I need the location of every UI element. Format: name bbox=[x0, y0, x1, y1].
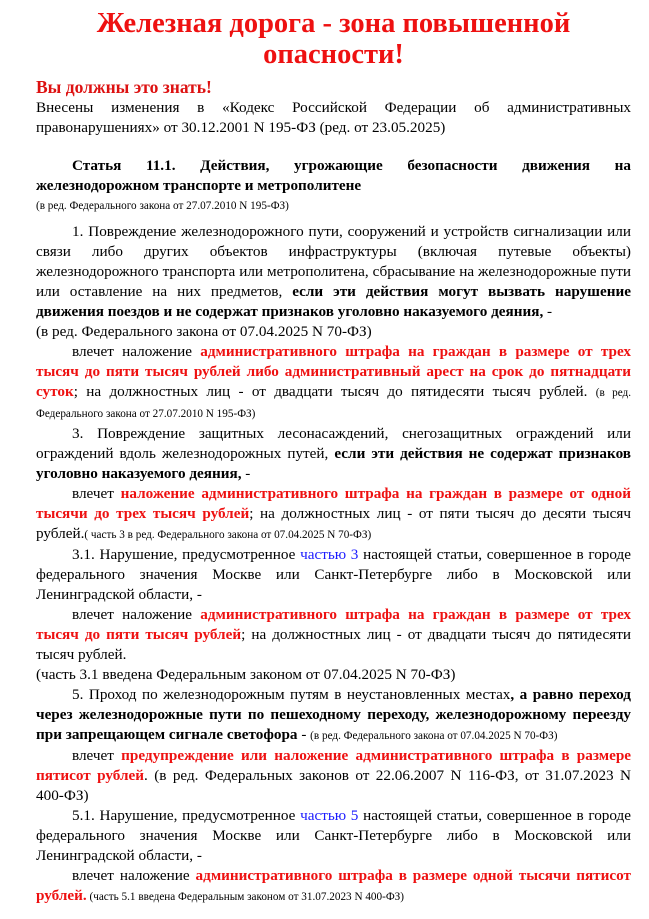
p1-penalty-note: (в ред. Федерального закона от 27.07.2010 N 195-ФЗ) bbox=[36, 387, 631, 420]
p1-penalty-red: административного штрафа на граждан в размере от трех тысяч до пяти тысяч рублей либо административный арест на срок до пятнадцати суток bbox=[36, 343, 631, 400]
title-line-2: опасности! bbox=[263, 39, 404, 70]
link-part-3[interactable]: частью 3 bbox=[300, 546, 359, 563]
p31-pre: 3.1. Нарушение, предусмотренное bbox=[72, 546, 301, 563]
title-line-1: Железная дорога - зона повышенной bbox=[96, 8, 571, 39]
p3-penalty-note: ( часть 3 в ред. Федерального закона от 07.04.2025 N 70-ФЗ) bbox=[84, 529, 372, 541]
p3-penalty-red: наложение административного штрафа на граждан в размере от одной тысячи до трех тысяч рублей bbox=[36, 485, 631, 522]
p31-penalty bbox=[36, 605, 631, 665]
document-title bbox=[36, 8, 631, 70]
paragraph-3 bbox=[36, 424, 631, 484]
p51-penalty-pre: влечет наложение bbox=[72, 867, 196, 884]
p51-post: настоящей статьи, совершенное в городе федерального значения Москве или Санкт-Петербурге либо в Московской или Ленинградской области, - bbox=[36, 807, 631, 864]
p51-penalty-note: (часть 5.1 введена Федеральным законом от 31.07.2023 N 400-ФЗ) bbox=[86, 891, 404, 903]
p1-bold: если эти действия могут вызвать нарушение движения поездов и не содержат признаков уголовно наказуемого деяния, bbox=[36, 283, 631, 320]
link-part-5[interactable]: частью 5 bbox=[300, 807, 359, 824]
p1-penalty-pre: влечет наложение bbox=[72, 343, 201, 360]
p3-penalty bbox=[36, 484, 631, 545]
paragraph-1 bbox=[36, 222, 631, 322]
p5-penalty-red: предупреждение или наложение административного штрафа в размере пятисот рублей bbox=[36, 747, 632, 784]
p51-pre: 5.1. Нарушение, предусмотренное bbox=[72, 807, 301, 824]
p3-penalty-pre: влечет bbox=[72, 485, 121, 502]
paragraph-5-1 bbox=[36, 806, 631, 866]
p5-note: (в ред. Федерального закона от 07.04.2025 N 70-ФЗ) bbox=[310, 730, 558, 742]
p51-penalty-red: административного штрафа в размере одной тысячи пятисот рублей. bbox=[36, 867, 631, 904]
p1-penalty-post: ; на должностных лиц - от двадцати тысяч до пятидесяти тысяч рублей. bbox=[73, 383, 596, 400]
p31-post: настоящей статьи, совершенное в городе федерального значения Москве или Санкт-Петербурге либо в Московской или Ленинградской области, - bbox=[36, 546, 631, 603]
p1-text: 1. Повреждение железнодорожного пути, сооружений и устройств сигнализации или связи либо других объектов инфраструктуры (включая путевые объекты) железнодорожного транспорта или метрополитена, сбрасывание на железнодорожные пути или оставление на них предметов, bbox=[36, 223, 631, 300]
p31-penalty-post: ; на должностных лиц - от двадцати тысяч до пятидесяти тысяч рублей. bbox=[36, 626, 631, 663]
p3-penalty-post: ; на должностных лиц - от пяти тысяч до десяти тысяч рублей. bbox=[36, 505, 631, 542]
paragraph-3-1 bbox=[36, 545, 631, 605]
p1-note: (в ред. Федерального закона от 07.04.2025 N 70-ФЗ) bbox=[36, 323, 372, 340]
article-note: (в ред. Федерального закона от 27.07.2010 N 195-ФЗ) bbox=[36, 200, 289, 212]
warning-heading: Вы должны это знать! bbox=[36, 77, 212, 97]
p3-bold: если эти действия не содержат признаков уголовно наказуемого деяния, bbox=[36, 445, 631, 482]
p31-note: (часть 3.1 введена Федеральным законом от 07.04.2025 N 70-ФЗ) bbox=[36, 666, 456, 683]
p31-penalty-red: административного штрафа на граждан в размере от трех тысяч до пяти тысяч рублей bbox=[36, 606, 631, 643]
intro-paragraph: Внесены изменения в «Кодекс Российской Федерации об административных правонарушениях» от 30.12.2001 N 195-ФЗ (ред. от 23.05.2025) bbox=[36, 99, 631, 136]
p5-text: 5. Проход по железнодорожным путям в неустановленных местах bbox=[72, 686, 511, 703]
p1-penalty bbox=[36, 342, 631, 424]
p5-penalty bbox=[36, 746, 631, 806]
p5-tail: - bbox=[297, 726, 311, 743]
paragraph-5 bbox=[36, 685, 631, 746]
p5-bold: , а равно переход через железнодорожные пути по пешеходному переходу, железнодорожному переезду при запрещающем сигнале светофора bbox=[36, 686, 631, 743]
p3-tail: - bbox=[241, 465, 251, 482]
p3-text: 3. Повреждение защитных лесонасаждений, снегозащитных ограждений или ограждений вдоль железнодорожных путей, bbox=[36, 425, 631, 462]
article-heading: Статья 11.1. Действия, угрожающие безопасности движения на железнодорожном транспорте и метрополитене bbox=[36, 157, 631, 194]
p1-tail: - bbox=[543, 303, 553, 320]
p51-penalty bbox=[36, 866, 631, 907]
p5-penalty-pre: влечет bbox=[72, 747, 122, 764]
p31-penalty-pre: влечет наложение bbox=[72, 606, 201, 623]
p5-penalty-post: . (в ред. Федеральных законов от 22.06.2007 N 116-ФЗ, от 31.07.2023 N 400-ФЗ) bbox=[36, 767, 632, 804]
